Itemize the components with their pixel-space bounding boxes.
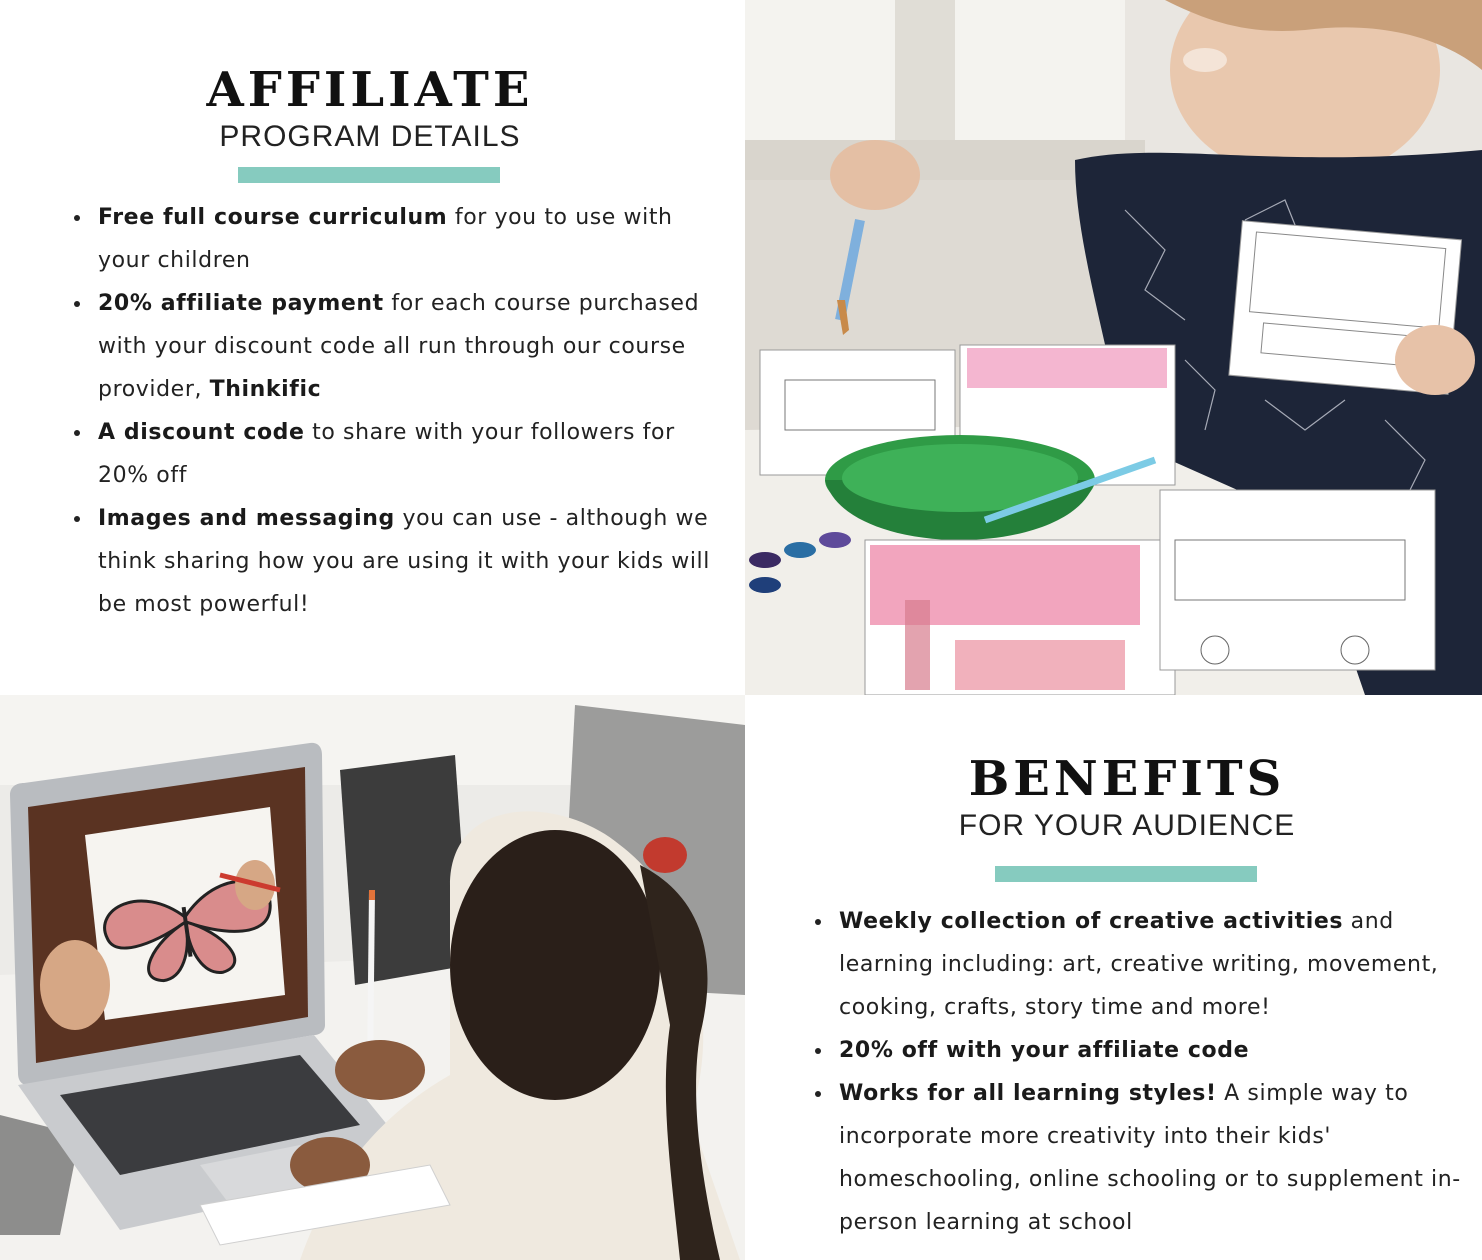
girl-laptop-photo	[0, 695, 745, 1260]
affiliate-item-text: for you to use with your children	[98, 205, 673, 273]
benefits-item-highlight: Weekly collection of creative activities	[839, 909, 1344, 934]
benefits-item	[811, 900, 1461, 1029]
affiliate-accent-bar	[238, 167, 500, 183]
benefits-item	[811, 1029, 1461, 1072]
affiliate-item-highlight: 20% affiliate payment	[98, 291, 384, 316]
affiliate-item	[70, 282, 710, 411]
affiliate-item-text: for each course purchased with your discount code all run through our course provider,	[98, 291, 700, 402]
affiliate-title: AFFILIATE	[206, 62, 534, 118]
affiliate-item-highlight: Free full course curriculum	[98, 205, 448, 230]
affiliate-item	[70, 196, 710, 282]
benefits-item-text: A simple way to incorporate more creativity into their kids' homeschooling, online schooling or to supplement in-person learning at school	[839, 1081, 1461, 1235]
benefits-heading	[915, 751, 1339, 842]
benefits-list	[811, 900, 1461, 1244]
affiliate-item-text: to share with your followers for 20% off	[98, 420, 675, 488]
affiliate-item	[70, 497, 710, 626]
affiliate-heading	[170, 62, 570, 153]
affiliate-section	[0, 0, 745, 695]
affiliate-item-highlight: A discount code	[98, 420, 305, 445]
benefits-subtitle: FOR YOUR AUDIENCE	[958, 809, 1296, 842]
affiliate-item-highlight: Thinkific	[209, 377, 322, 402]
benefits-item-highlight: 20% off with your affiliate code	[839, 1038, 1250, 1063]
benefits-title: BENEFITS	[968, 751, 1286, 807]
affiliate-subtitle: PROGRAM DETAILS	[219, 120, 521, 153]
affiliate-list	[70, 196, 710, 626]
benefits-item	[811, 1072, 1461, 1244]
affiliate-item-highlight: Images and messaging	[98, 506, 395, 531]
benefits-item-highlight: Works for all learning styles!	[839, 1081, 1217, 1106]
benefits-item-text: and learning including: art, creative writing, movement, cooking, crafts, story time and more!	[839, 909, 1439, 1020]
benefits-accent-bar	[995, 866, 1257, 882]
affiliate-item	[70, 411, 710, 497]
boy-painting-photo	[745, 0, 1482, 695]
affiliate-item-text: you can use - although we think sharing how you are using it with your kids will be most powerful!	[98, 506, 710, 617]
benefits-section	[745, 695, 1482, 1260]
